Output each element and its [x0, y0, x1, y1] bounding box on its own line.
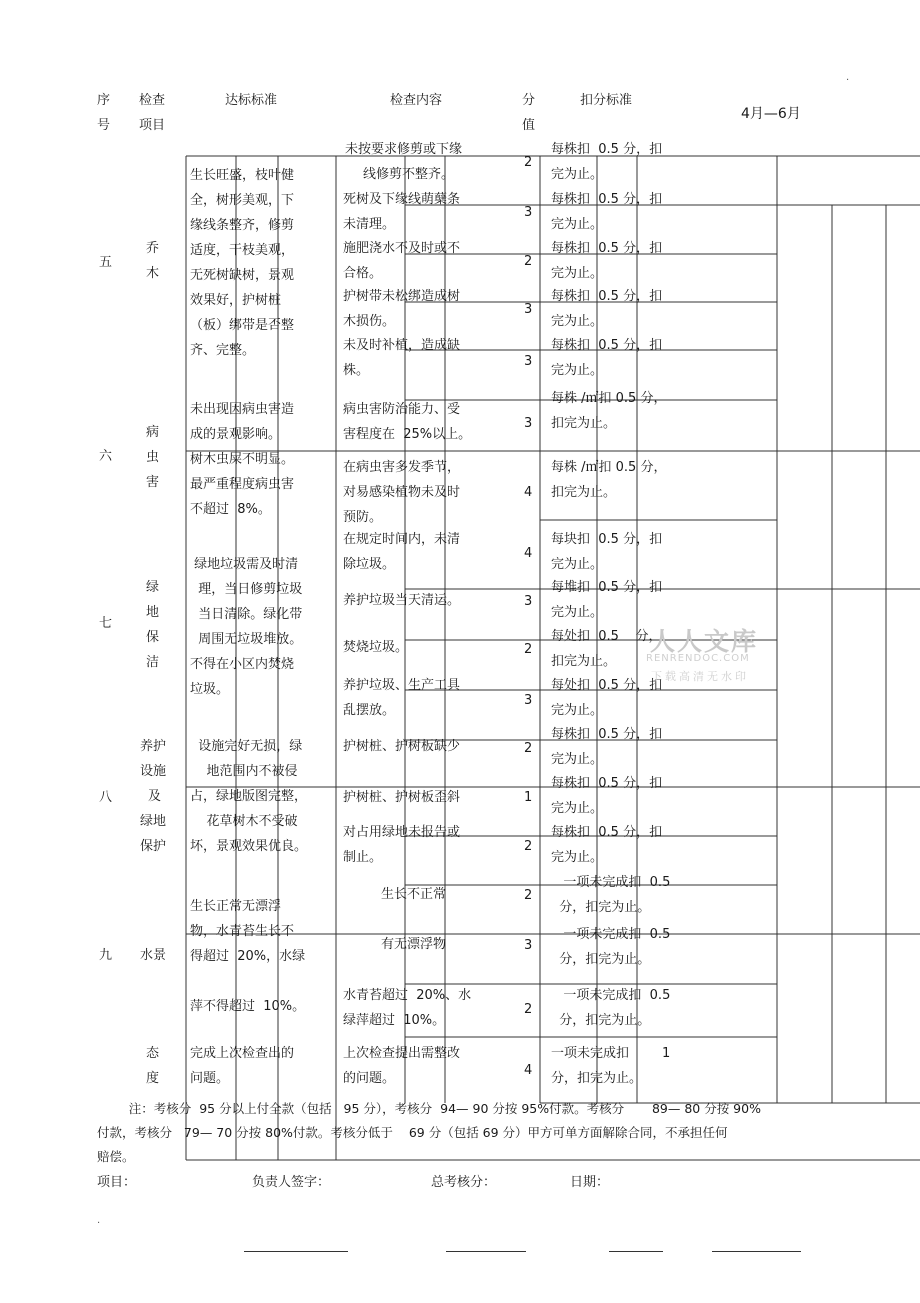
item-deduct: 每株 /㎡扣 0.5 分， 扣完为止。: [551, 460, 667, 500]
item-deduct: 一项未完成扣 0.5 分，扣完为止。: [551, 875, 671, 915]
section-number: 八: [99, 790, 113, 805]
item-content: 水青苔超过 20%、水 绿萍超过 10%。: [343, 988, 472, 1028]
item-content: 护树桩、护树板歪斜: [343, 790, 461, 805]
item-content: 未按要求修剪或下缘 线修剪不整齐。: [345, 142, 463, 182]
item-score: 2: [524, 642, 533, 657]
item-score: 2: [524, 839, 533, 854]
item-score: 3: [524, 416, 533, 431]
item-score: 4: [524, 485, 533, 500]
item-score: 3: [524, 938, 533, 953]
item-score: 3: [524, 354, 533, 369]
item-deduct: 每株扣 0.5 分，扣 完为止。: [551, 241, 663, 281]
corner-dot: .: [846, 72, 850, 83]
signature-line-signer[interactable]: [446, 1251, 526, 1252]
item-deduct: 每株扣 0.5 分，扣 完为止。: [551, 727, 663, 767]
watermark-domain: RENRENDOC.COM: [646, 653, 750, 664]
section-standard: 完成上次检查出的 问题。: [190, 1046, 295, 1086]
signature-line-total[interactable]: [609, 1251, 663, 1252]
signature-line-date[interactable]: [712, 1251, 801, 1252]
item-deduct: 每株扣 0.5 分，扣 完为止。: [551, 142, 663, 182]
item-score: 3: [524, 594, 533, 609]
item-content: 护树桩、护树板缺少: [343, 739, 461, 754]
header-item: 检查 项目: [139, 93, 166, 133]
item-score: 4: [524, 546, 533, 561]
section-name: 绿 地 保 洁: [146, 580, 160, 670]
section-name: 水景: [140, 948, 167, 963]
section-number: 七: [99, 616, 113, 631]
item-deduct: 每处扣 0.5 分，扣 完为止。: [551, 678, 663, 718]
footer-signer-label: 负责人签字：: [252, 1175, 331, 1190]
section-standard: 生长正常无漂浮 物，水青苔生长不 得超过 20%，水绿 萍不得超过 10%。: [190, 899, 306, 1014]
item-content: 在规定时间内，未清 除垃圾。: [343, 532, 461, 572]
header-seq: 序 号: [97, 93, 111, 133]
assessment-note: 注：考核分 95 分以上付全款（包括 95 分），考核分 94— 90 分按 95%付款。考核分 89— 80 分按 90% 付款，考核分 79— 70 分按 80%付款。考核分低于 69 分（包括 69 分）甲方可单方面解除合同，不承担任何 赔偿。: [97, 1101, 761, 1164]
item-content: 护树带未松绑造成树 木损伤。: [343, 289, 461, 329]
item-deduct: 一项未完成扣 0.5 分，扣完为止。: [551, 988, 671, 1028]
item-content: 上次检查提出需整改 的问题。: [343, 1046, 461, 1086]
watermark-slogan: 下载高清无水印: [651, 670, 749, 683]
item-content: 施肥浇水不及时或不 合格。: [343, 241, 461, 281]
item-score: 1: [524, 790, 533, 805]
footer-project-label: 项目：: [97, 1175, 137, 1190]
header-standard: 达标标准: [225, 93, 278, 108]
item-deduct: 每株扣 0.5 分，扣 完为止。: [551, 825, 663, 865]
item-score: 2: [524, 1002, 533, 1017]
section-standard: 生长旺盛，枝叶健 全，树形美观，下 缘线条整齐，修剪 适度，干枝美观， 无死树缺树，景观 效果好，护树桩 （板）绑带是否整 齐、完整。: [190, 168, 295, 358]
item-content: 养护垃圾当天清运。: [343, 593, 461, 608]
section-number: 九: [99, 948, 113, 963]
item-content: 死树及下缘线萌蘖条 未清理。: [343, 192, 461, 232]
section-name: 态 度: [146, 1046, 160, 1086]
item-content: 病虫害防治能力、受 害程度在 25%以上。: [343, 402, 472, 442]
signature-line-project[interactable]: [244, 1251, 348, 1252]
footer-date-label: 日期：: [570, 1175, 610, 1190]
section-name: 养护 设施 及 绿地 保护: [140, 739, 167, 854]
item-score: 2: [524, 254, 533, 269]
item-score: 3: [524, 302, 533, 317]
item-deduct: 每堆扣 0.5 分，扣 完为止。: [551, 580, 663, 620]
section-number: 五: [99, 255, 113, 270]
item-deduct: 每株扣 0.5 分，扣 完为止。: [551, 338, 663, 378]
item-deduct: 每株扣 0.5 分，扣 完为止。: [551, 776, 663, 816]
section-name: 乔 木: [146, 241, 160, 281]
watermark-title: 人人文库: [650, 627, 759, 656]
item-deduct: 每株扣 0.5 分，扣 完为止。: [551, 289, 663, 329]
item-score: 2: [524, 888, 533, 903]
item-deduct: 每株扣 0.5 分，扣 完为止。: [551, 192, 663, 232]
header-period: 4月—6月: [741, 106, 801, 122]
header-score: 分 值: [522, 93, 536, 133]
section-standard: 设施完好无损，绿 地范围内不被侵 占，绿地版图完整， 花草树木不受破 坏，景观效果优良。: [190, 739, 308, 854]
item-deduct: 每处扣 0.5 分， 扣完为止。: [551, 629, 662, 669]
item-score: 2: [524, 155, 533, 170]
section-standard: 绿地垃圾需及时清 理，当日修剪垃圾 当日清除。绿化带 周围无垃圾堆放。 不得在小区内焚烧 垃圾。: [190, 557, 303, 697]
item-content: 有无漂浮物: [381, 937, 447, 952]
item-content: 焚烧垃圾。: [343, 640, 409, 655]
item-deduct: 一项未完成扣 0.5 分，扣完为止。: [551, 927, 671, 967]
item-score: 4: [524, 1063, 533, 1078]
item-content: 未及时补植，造成缺 株。: [343, 338, 461, 378]
section-number: 六: [99, 449, 113, 464]
item-content: 对占用绿地未报告或 制止。: [343, 825, 461, 865]
item-score: 2: [524, 741, 533, 756]
header-deduct: 扣分标准: [580, 93, 633, 108]
section-standard: 未出现因病虫害造 成的景观影响。 树木虫屎不明显。 最严重程度病虫害 不超过 8%。: [190, 402, 295, 517]
item-deduct: 每株 /㎡扣 0.5 分， 扣完为止。: [551, 391, 667, 431]
footer-total-label: 总考核分：: [431, 1175, 497, 1190]
header-content: 检查内容: [390, 93, 443, 108]
item-content: 生长不正常: [381, 887, 447, 902]
section-name: 病 虫 害: [146, 425, 160, 490]
item-content: 养护垃圾、生产工具 乱摆放。: [343, 678, 461, 718]
item-score: 3: [524, 693, 533, 708]
item-score: 3: [524, 205, 533, 220]
footer-dot: .: [97, 1215, 101, 1226]
item-content: 在病虫害多发季节， 对易感染植物未及时 预防。: [343, 460, 461, 525]
item-deduct: 一项未完成扣 1 分，扣完为止。: [551, 1046, 671, 1086]
item-deduct: 每块扣 0.5 分，扣 完为止。: [551, 532, 663, 572]
